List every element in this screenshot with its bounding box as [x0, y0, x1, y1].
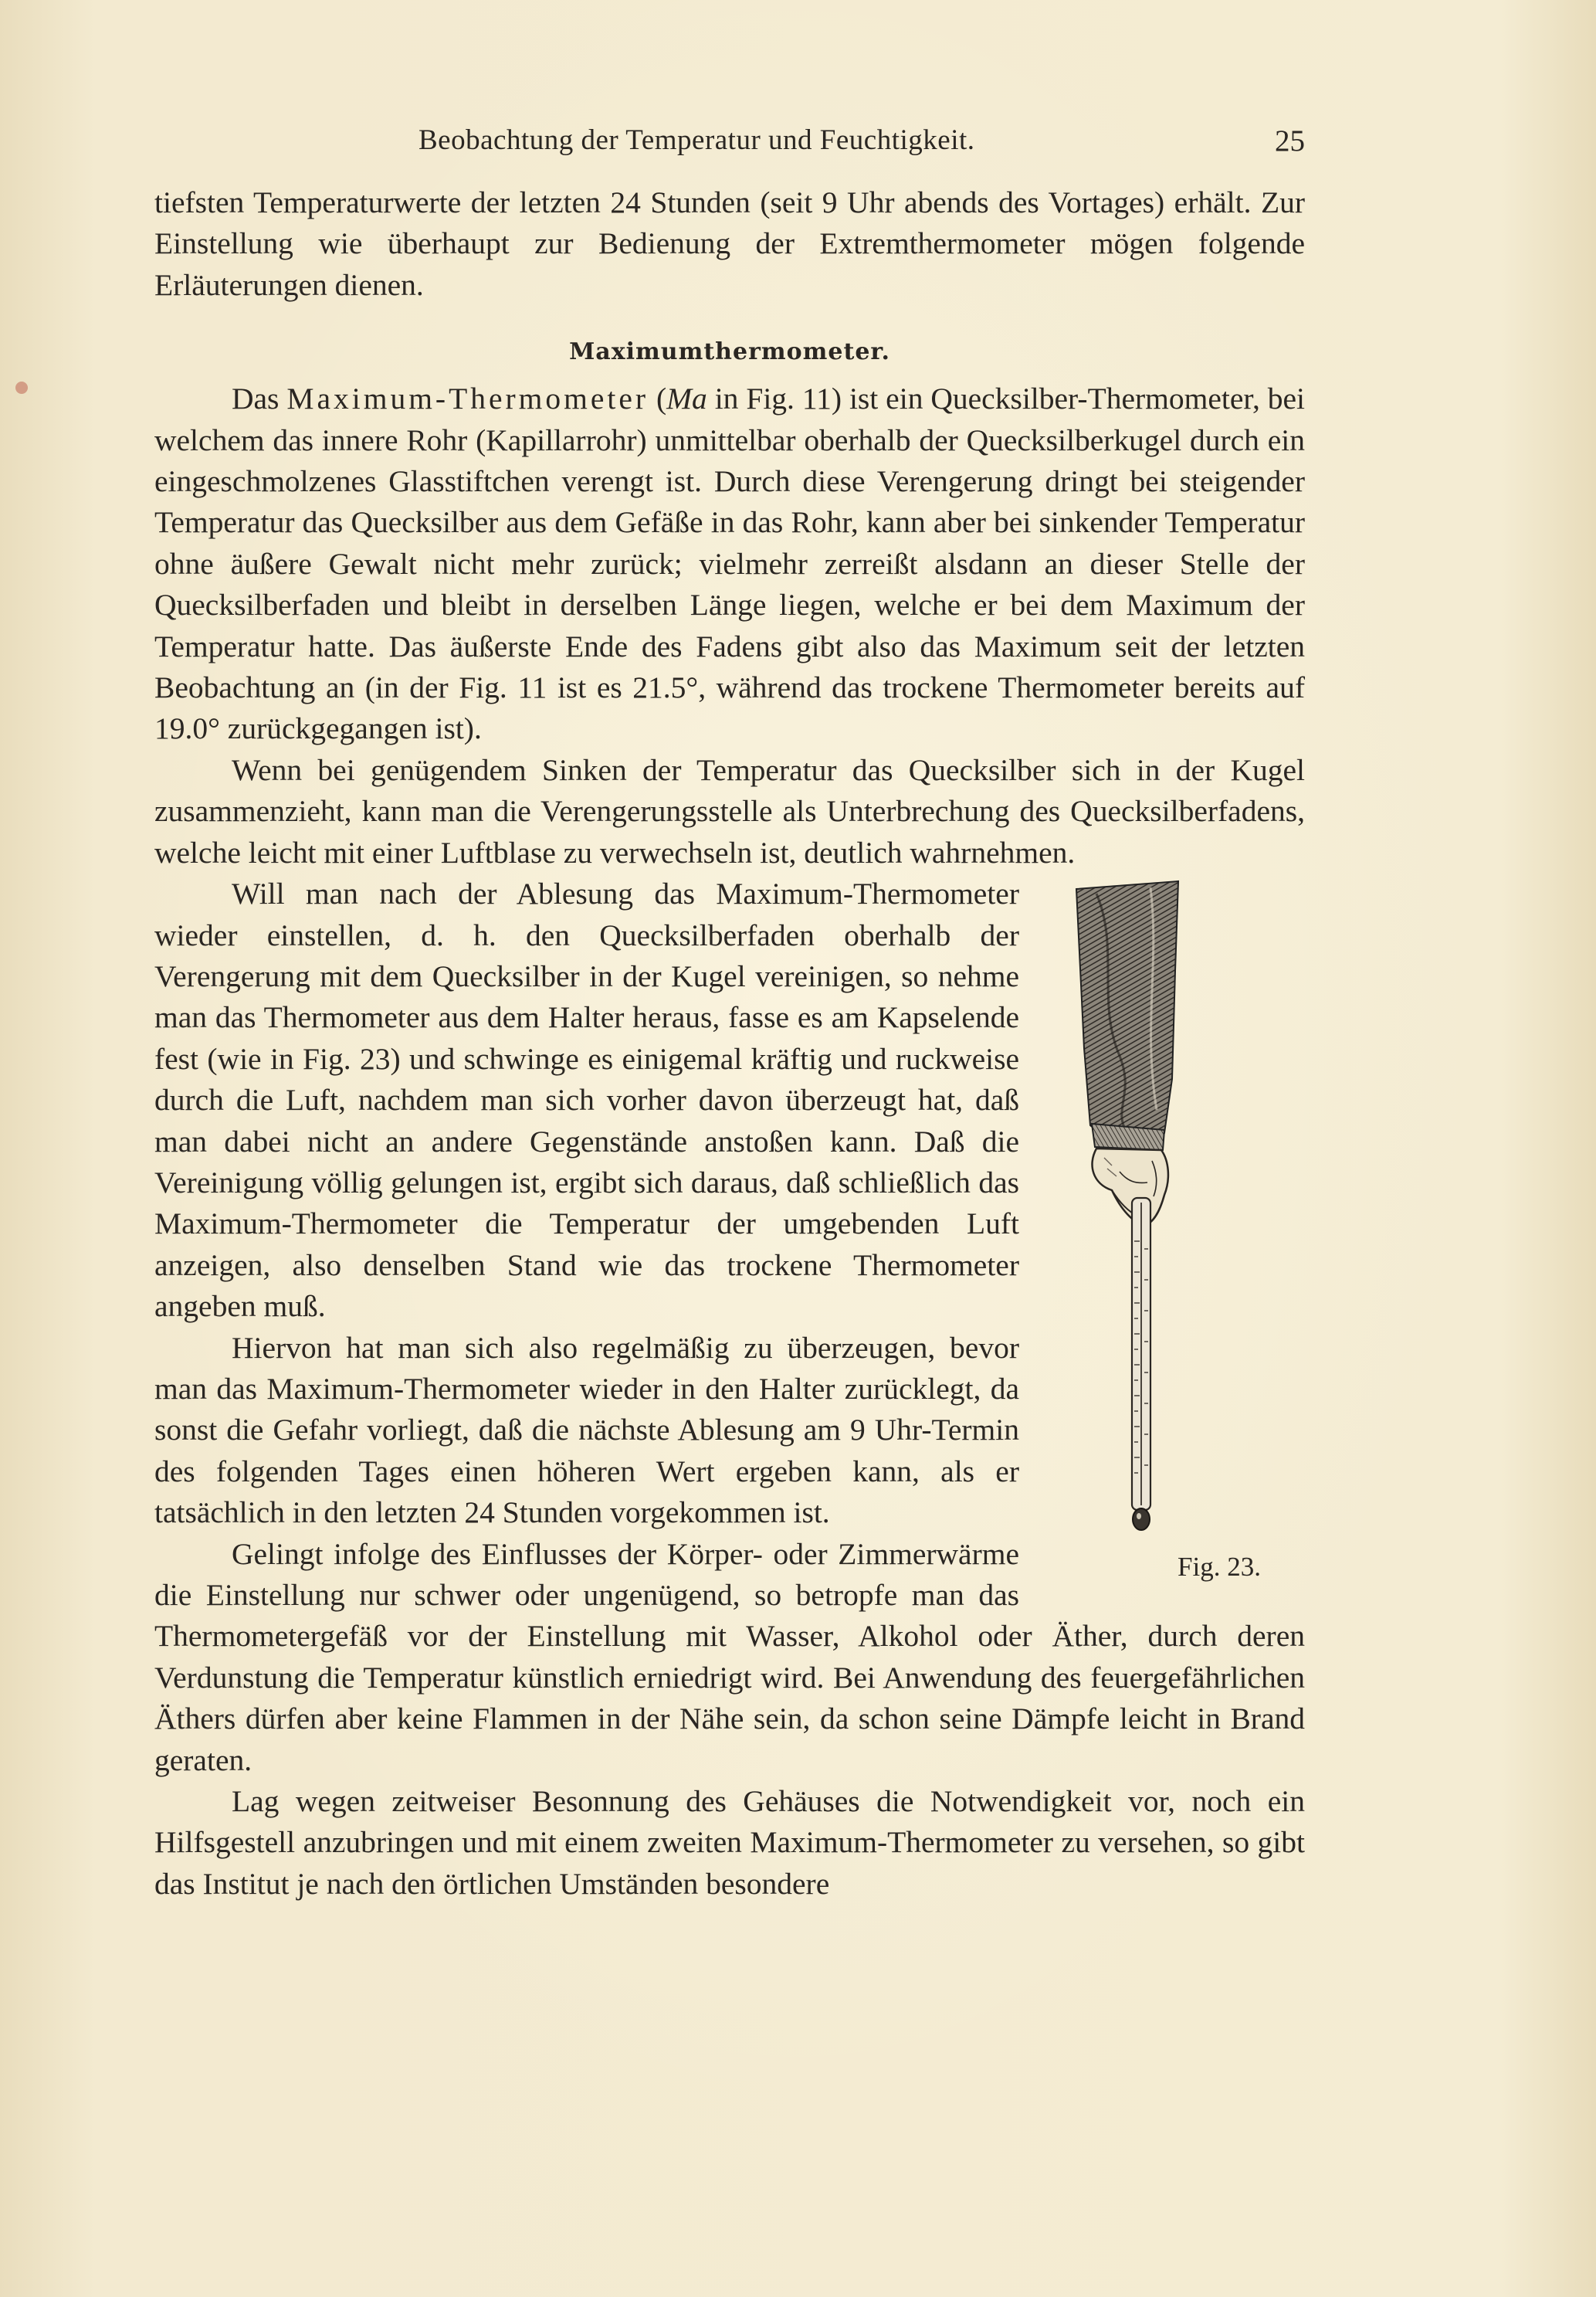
text-span: in Fig. 11) ist ein Quecksilber-Thermometer, bei welchem das innere Rohr (Kapillarrohr) unmittelbar oberhalb der Quecksilberkugel durch ein eingeschmolzenes Glasstiftchen verengt ist. Durch diese Verengerung dringt bei steigender Temperatur das Quecksilber aus dem Gefäße in das Rohr, kann aber bei sinkender Temperatur ohne äußere Gewalt nicht mehr zurück; vielmehr zerreißt alsdann an dieser Stelle der Quecksilberfaden und bleibt in derselben Länge liegen, welche er bei dem Maximum der Temperatur hatte. Das äußerste Ende des Fadens gibt also das Maximum seit der letzten Beobachtung an (in der Fig. 11 ist es 21.5°, während das trockene Thermometer bereits auf 19.0° zurückgegangen ist). — [154, 382, 1305, 746]
body-text — [154, 182, 1305, 1905]
spaced-term: Maximum-Thermometer — [286, 382, 649, 416]
section-heading: Maximumthermometer. — [569, 338, 890, 366]
figure-caption: Fig. 23. — [1178, 1552, 1261, 1583]
italic-abbreviation: Ma — [666, 382, 707, 416]
paragraph-betropfen: Gelingt infolge des Einflusses der Körper- oder Zimmerwärme die Einstellung nur schwer oder ungenügend, so betropfe man das Thermometergefäß vor der Einstellung mit Wasser, Alkohol oder Äther, durch deren Verdunstung die Temperatur künstlich erniedrigt wird. Bei Anwendung des feuergefährlichen Äthers dürfen aber keine Flammen in der Nähe sein, da schon seine Dämpfe leicht in Brand geraten. — [154, 1536, 1305, 1777]
hand-holding-thermometer-illustration — [1073, 878, 1243, 1542]
page-number: 25 — [1275, 124, 1305, 158]
paper-stain — [15, 382, 28, 394]
paragraph-besonnung: Lag wegen zeitweiser Besonnung des Gehäuses die Notwendigkeit vor, noch ein Hilfsgestell anzubringen und mit einem zweiten Maximum-Thermometer zu versehen, so gibt das Institut je nach den örtlichen Umständen besondere — [154, 1784, 1305, 1901]
running-title: Beobachtung der Temperatur und Feuchtigkeit. — [418, 124, 975, 156]
paragraph-maximum-thermometer — [154, 378, 1305, 750]
text-span: ( — [649, 382, 667, 416]
page-header — [154, 124, 1305, 170]
paragraph-ueberzeugen: Hiervon hat man sich also regelmäßig zu überzeugen, bevor man das Maximum-Thermometer wieder in den Halter zurücklegt, da sonst die Gefahr vorliegt, daß die nächste Ablesung am 9 Uhr-Termin des folgenden Tages einen höheren Wert ergeben kann, als er tatsächlich in den letzten 24 Stunden vorgekommen ist. — [154, 1330, 1019, 1530]
figure-23 — [1050, 878, 1305, 1596]
paragraph-einstellen: Will man nach der Ablesung das Maximum-Thermometer wieder einstellen, d. h. den Quecksilberfaden oberhalb der Verengerung mit dem Quecksilber in der Kugel vereinigen, so nehme man das Thermometer aus dem Halter heraus, fasse es am Kapselende fest (wie in Fig. 23) und schwinge es einigemal kräftig und ruckweise durch die Luft, nachdem man sich vorher davon überzeugt hat, daß man dabei nicht an andere Gegenstände anstoßen kann. Daß die Vereinigung völlig gelungen ist, ergibt sich daraus, daß schließlich das Maximum-Thermometer die Temperatur der umgebenden Luft anzeigen, also denselben Stand wie das trockene Thermometer angeben muß. — [154, 877, 1019, 1324]
text-span: Das — [232, 382, 287, 416]
paragraph-kugel: Wenn bei genügendem Sinken der Temperatur das Quecksilber sich in der Kugel zusammenzieht, kann man die Verengerungsstelle als Unterbrechung des Quecksilberfadens, welche leicht mit einer Luftblase zu verwechseln ist, deutlich wahrnehmen. — [154, 752, 1305, 870]
paragraph-continuation: tiefsten Temperaturwerte der letzten 24 Stunden (seit 9 Uhr abends des Vortages) erhält. Zur Einstellung wie überhaupt zur Bedienung der Extremthermometer mögen folgende Erläuterungen dienen. — [154, 185, 1305, 302]
